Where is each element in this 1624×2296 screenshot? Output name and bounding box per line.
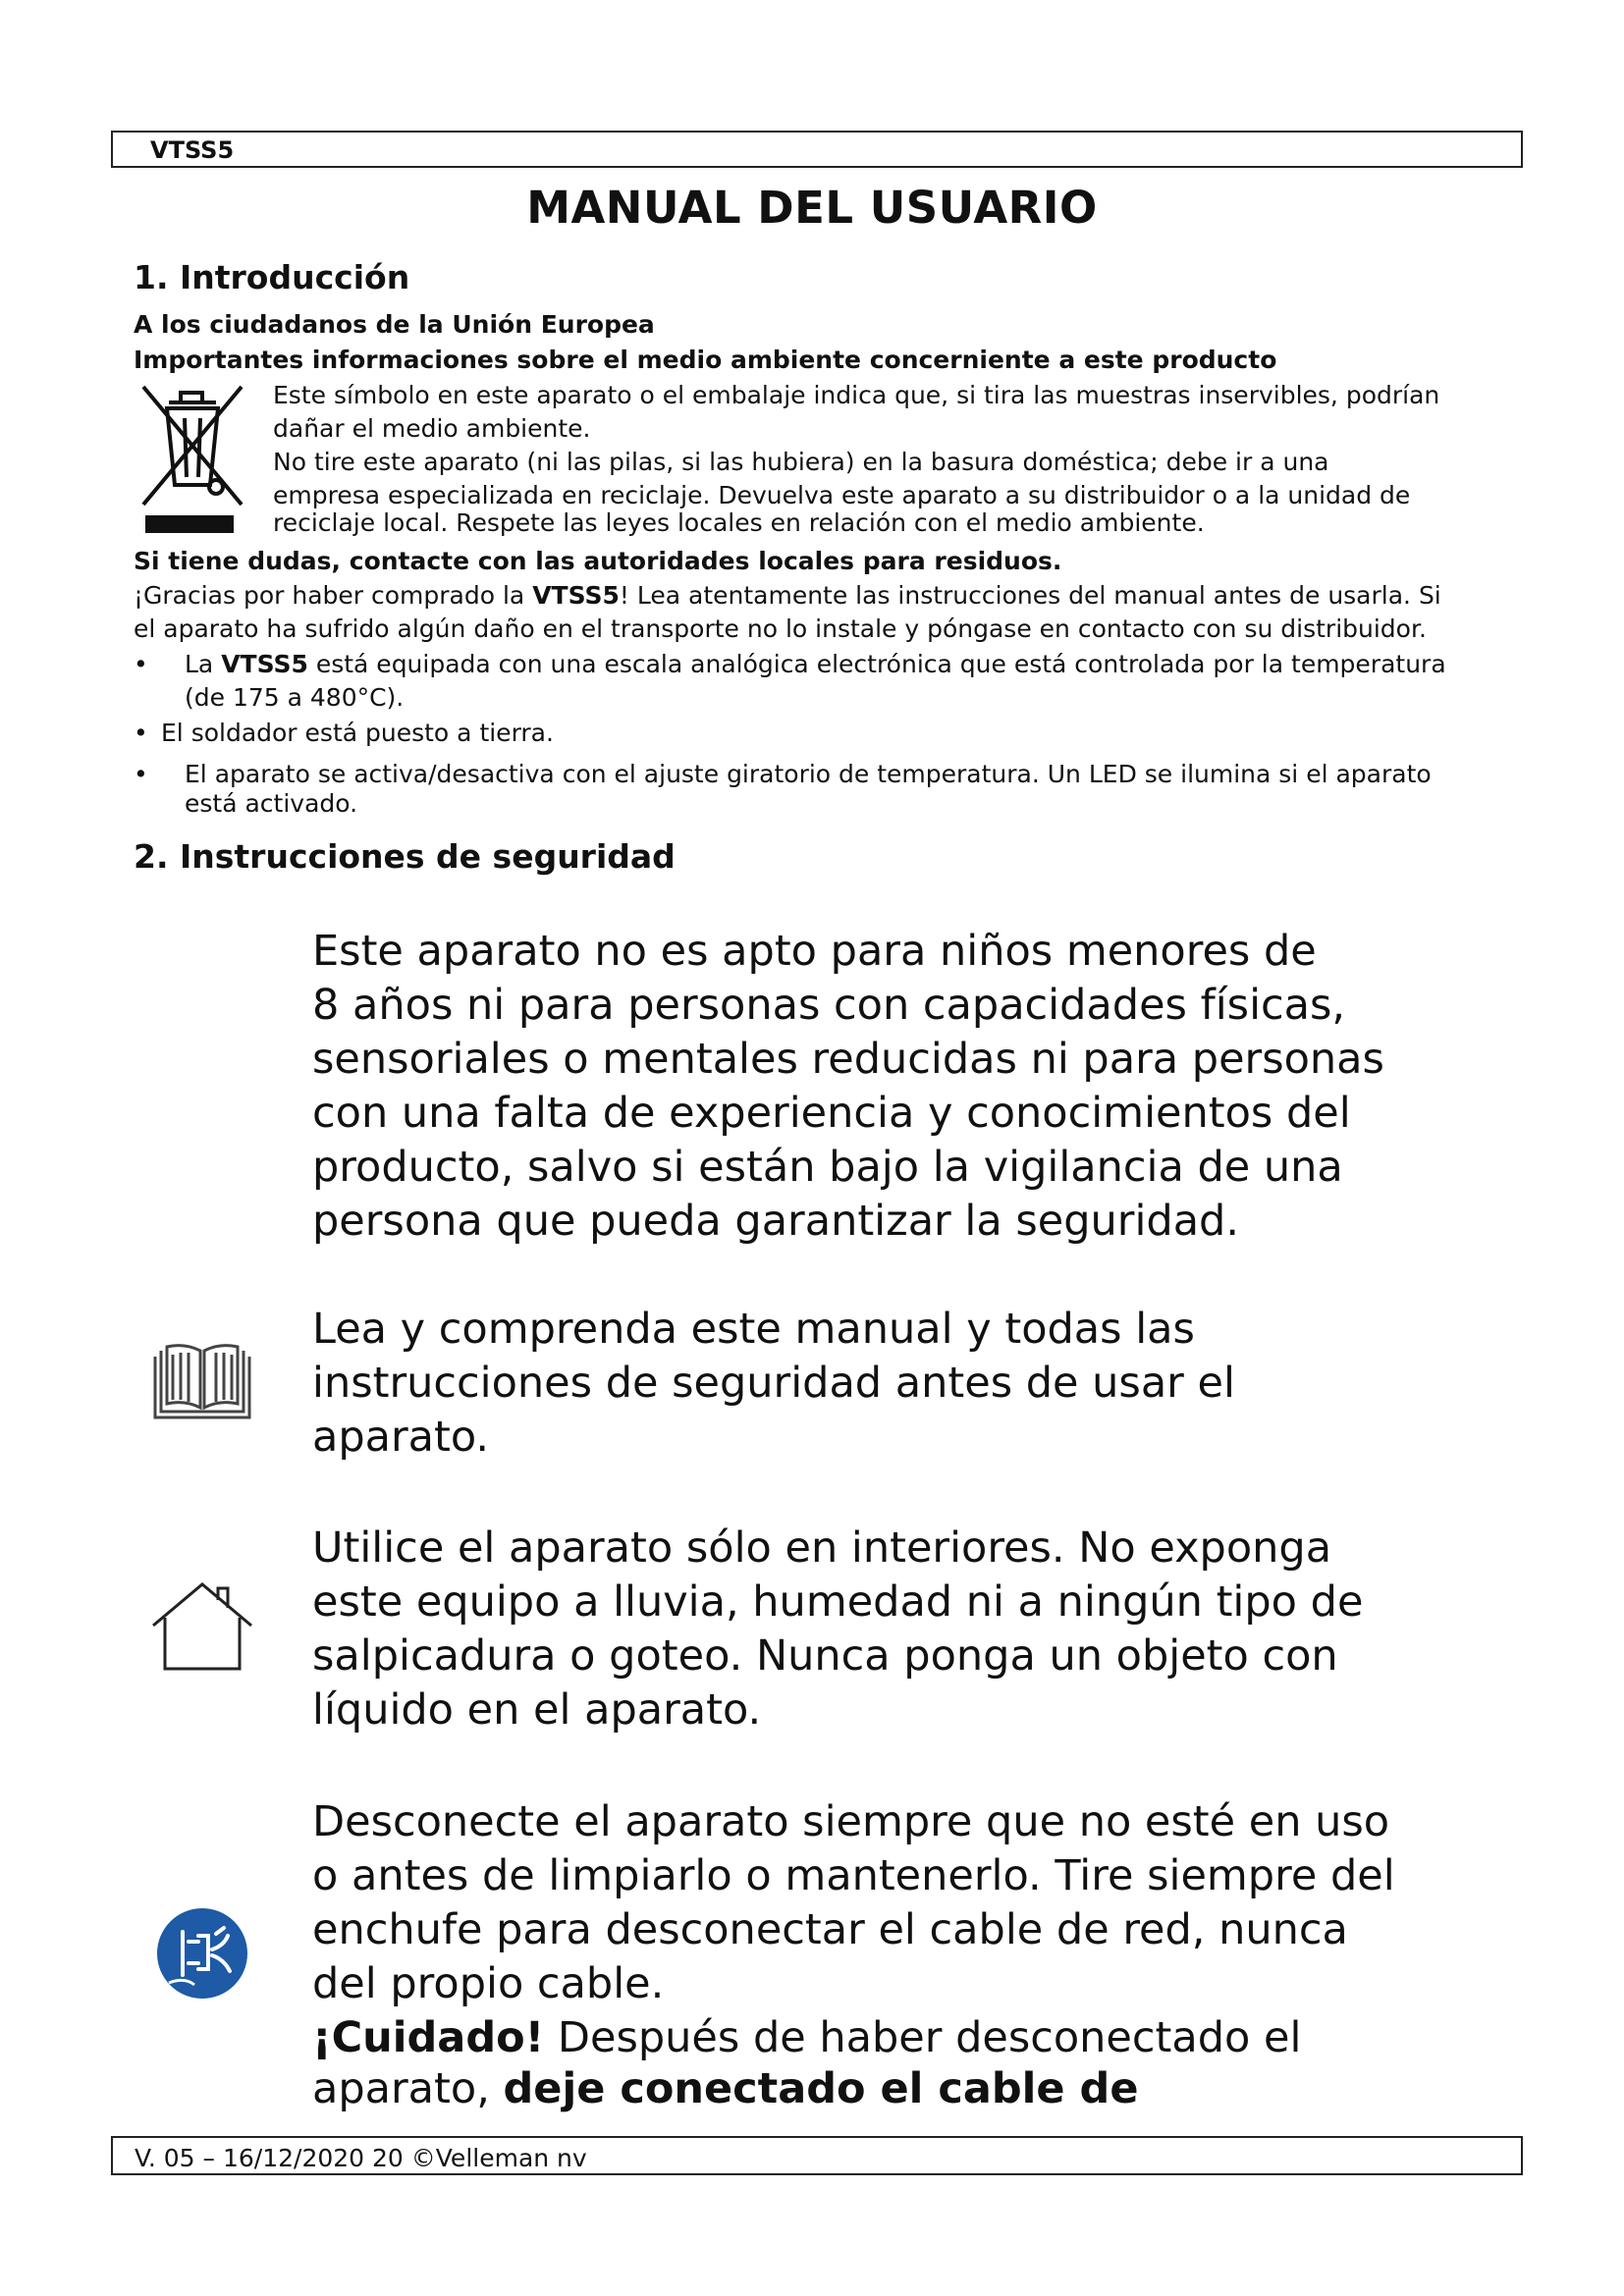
disconnect-instruction: Desconecte el aparato siempre que no esté en uso o antes de limpiarlo o mantenerlo. Tire siempre del enchufe para desconectar el cable de red, nunca del propio cable. bbox=[312, 1797, 1395, 2008]
page-title: MANUAL DEL USUARIO bbox=[526, 182, 1098, 234]
weee-text-5: reciclaje local. Respete las leyes locales en relación con el medio ambiente. bbox=[273, 508, 1205, 537]
model-mention: VTSS5 bbox=[221, 650, 308, 678]
weee-text-4: empresa especializada en reciclaje. Devuelva este aparato a su distribuidor o a la unidad de bbox=[273, 481, 1411, 509]
env-heading: Importantes informaciones sobre el medio ambiente concerniente a este producto bbox=[134, 346, 1277, 374]
weee-text-3: No tire este aparato (ni las pilas, si las hubiera) en la basura doméstica; debe ir a una bbox=[273, 448, 1329, 476]
eu-heading: A los ciudadanos de la Unión Europea bbox=[134, 310, 655, 339]
caution-note: ¡Cuidado! Después de haber desconectado el aparato, deje conectado el cable de bbox=[312, 2013, 1302, 2113]
section-2-heading: 2. Instrucciones de seguridad bbox=[134, 837, 676, 876]
unplug-mandatory-icon bbox=[155, 1906, 249, 2001]
section-1-heading: 1. Introducción bbox=[134, 258, 410, 296]
weee-text-2: dañar el medio ambiente. bbox=[273, 414, 591, 443]
read-manual-instruction: Lea y comprenda este manual y todas las instrucciones de seguridad antes de usar el aparato. bbox=[312, 1305, 1235, 1462]
crossed-out-wheelie-bin-icon bbox=[137, 381, 247, 536]
house-icon bbox=[149, 1580, 255, 1673]
doubts-note: Si tiene dudas, contacte con las autoridades locales para residuos. bbox=[134, 547, 1062, 575]
weee-text-1: Este símbolo en este aparato o el embalaje indica que, si tira las muestras inservibles, podrían bbox=[273, 381, 1440, 409]
caution-label: ¡Cuidado! bbox=[312, 2013, 545, 2062]
thanks-paragraph-line-2: el aparato ha sufrido algún daño en el transporte no lo instale y póngase en contacto con su distribuidor. bbox=[134, 614, 1427, 643]
model-mention: VTSS5 bbox=[532, 581, 620, 610]
model-code: VTSS5 bbox=[150, 136, 235, 164]
open-book-icon bbox=[151, 1343, 253, 1421]
footer-version: V. 05 – 16/12/2020 20 ©Velleman nv bbox=[135, 2144, 587, 2172]
page-header bbox=[111, 131, 1523, 168]
children-warning: Este aparato no es apto para niños menores de 8 años ni para personas con capacidades físicas, sensoriales o mentales reducidas ni para personas con una falta de experiencia y conocimientos del producto, salvo si están bajo la vigilancia de una persona que pueda garantizar la seguridad. bbox=[312, 927, 1384, 1246]
thanks-paragraph: ¡Gracias por haber comprado la VTSS5! Lea atentamente las instrucciones del manual antes de usarla. Si bbox=[134, 581, 1441, 610]
page-footer bbox=[111, 2136, 1523, 2175]
indoor-use-warning: Utilice el aparato sólo en interiores. No exponga este equipo a lluvia, humedad ni a ningún tipo de salpicadura o goteo. Nunca ponga un objeto con líquido en el aparato. bbox=[312, 1523, 1364, 1735]
